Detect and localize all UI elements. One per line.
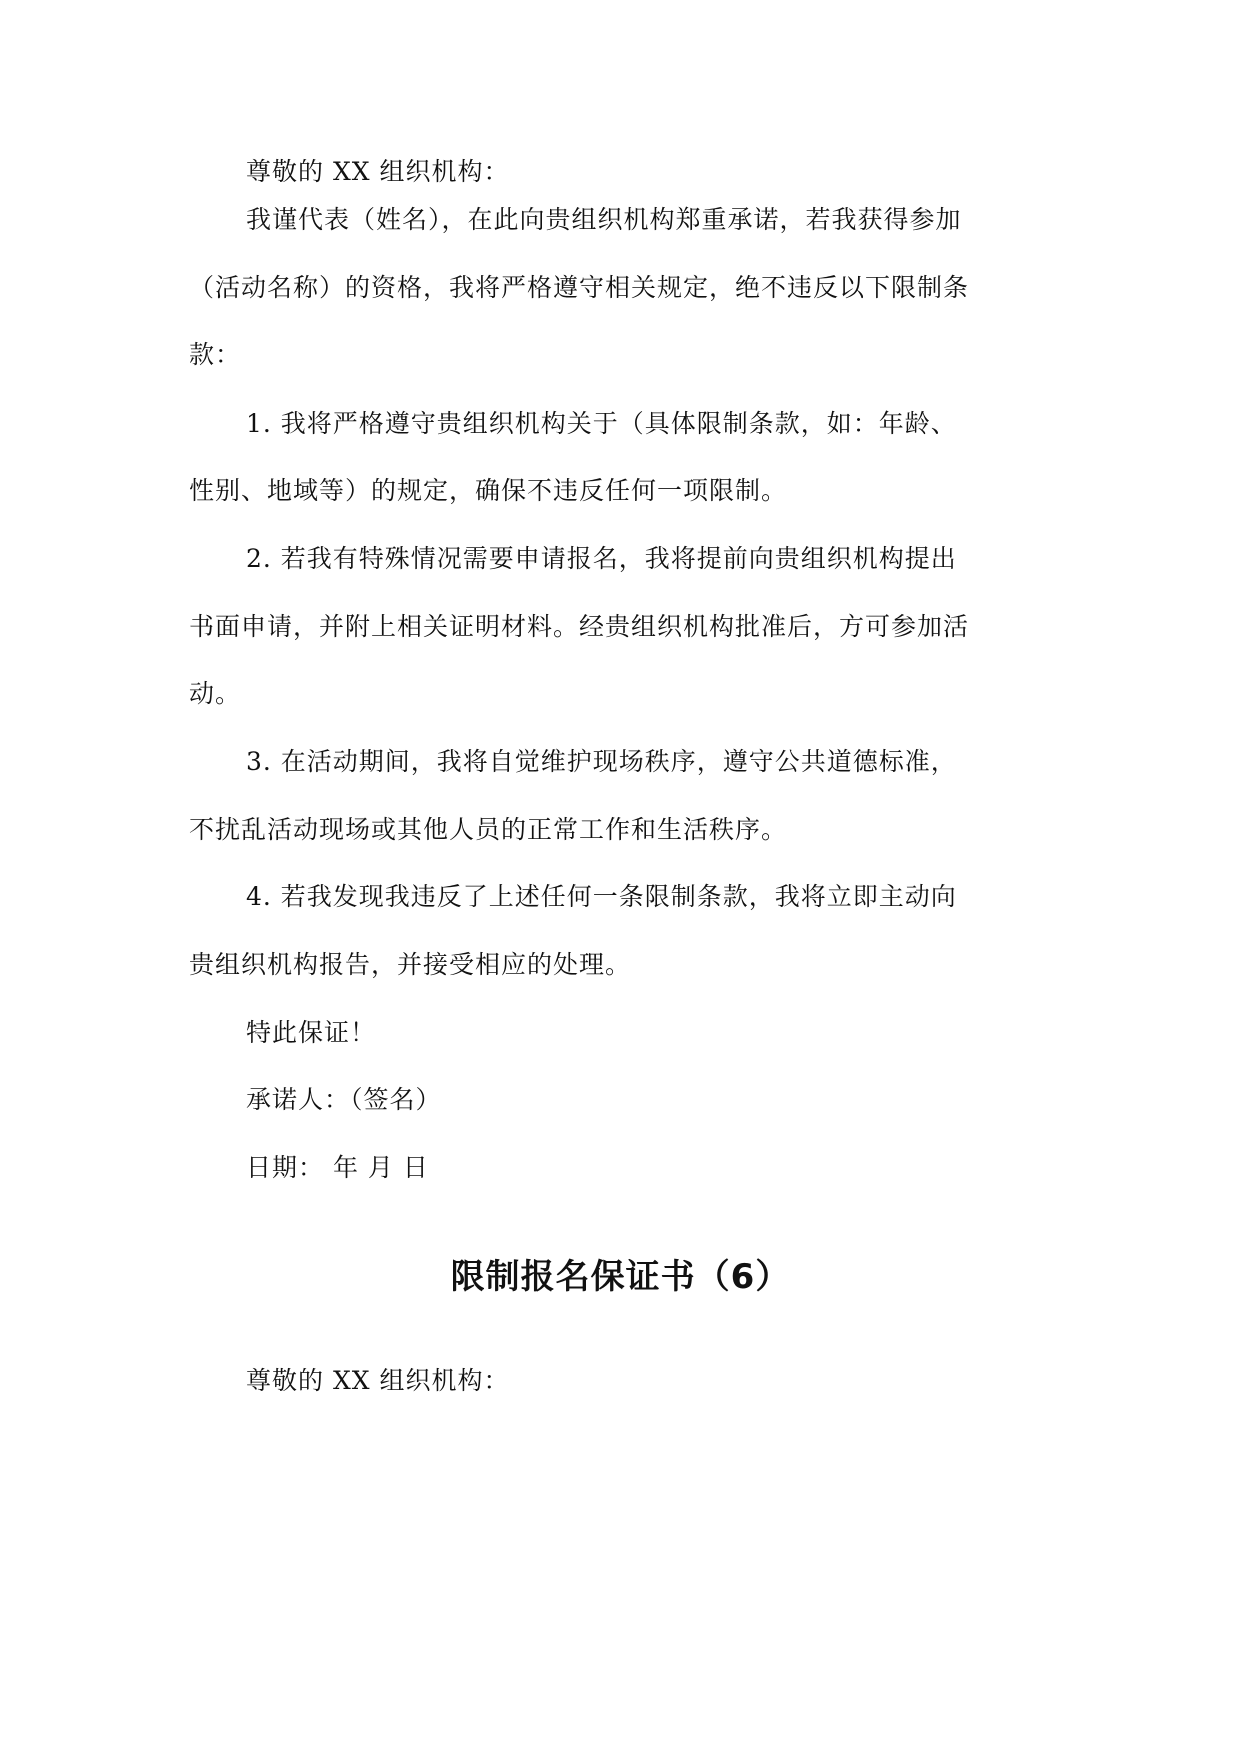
signer-line: 承诺人：（签名） bbox=[246, 1085, 442, 1114]
clause-1-line-1: 1. 我将严格遵守贵组织机构关于（具体限制条款，如：年龄、 bbox=[246, 409, 957, 438]
intro-line-1: 我谨代表（姓名），在此向贵组织机构郑重承诺，若我获得参加 bbox=[246, 205, 962, 234]
section-title: 限制报名保证书（6） bbox=[450, 1257, 791, 1297]
intro-line-3: 款： bbox=[189, 340, 242, 369]
clause-2-line-2: 书面申请，并附上相关证明材料。经贵组织机构批准后，方可参加活 bbox=[189, 612, 970, 641]
clause-4-line-1: 4. 若我发现我违反了上述任何一条限制条款，我将立即主动向 bbox=[246, 882, 957, 911]
date-line: 日期： 年 月 日 bbox=[246, 1153, 429, 1182]
closing-statement: 特此保证！ bbox=[246, 1018, 377, 1047]
salutation-2: 尊敬的 XX 组织机构： bbox=[246, 1366, 510, 1395]
clause-1-line-2: 性别、地域等）的规定，确保不违反任何一项限制。 bbox=[189, 476, 788, 505]
clause-4-line-2: 贵组织机构报告，并接受相应的处理。 bbox=[189, 950, 632, 979]
clause-2-line-3: 动。 bbox=[189, 679, 242, 708]
clause-3-line-2: 不扰乱活动现场或其他人员的正常工作和生活秩序。 bbox=[189, 815, 788, 844]
clause-2-line-1: 2. 若我有特殊情况需要申请报名，我将提前向贵组织机构提出 bbox=[246, 544, 957, 573]
intro-line-2: （活动名称）的资格，我将严格遵守相关规定，绝不违反以下限制条 bbox=[189, 273, 970, 302]
salutation: 尊敬的 XX 组织机构： bbox=[246, 157, 510, 186]
clause-3-line-1: 3. 在活动期间，我将自觉维护现场秩序，遵守公共道德标准， bbox=[246, 747, 957, 776]
